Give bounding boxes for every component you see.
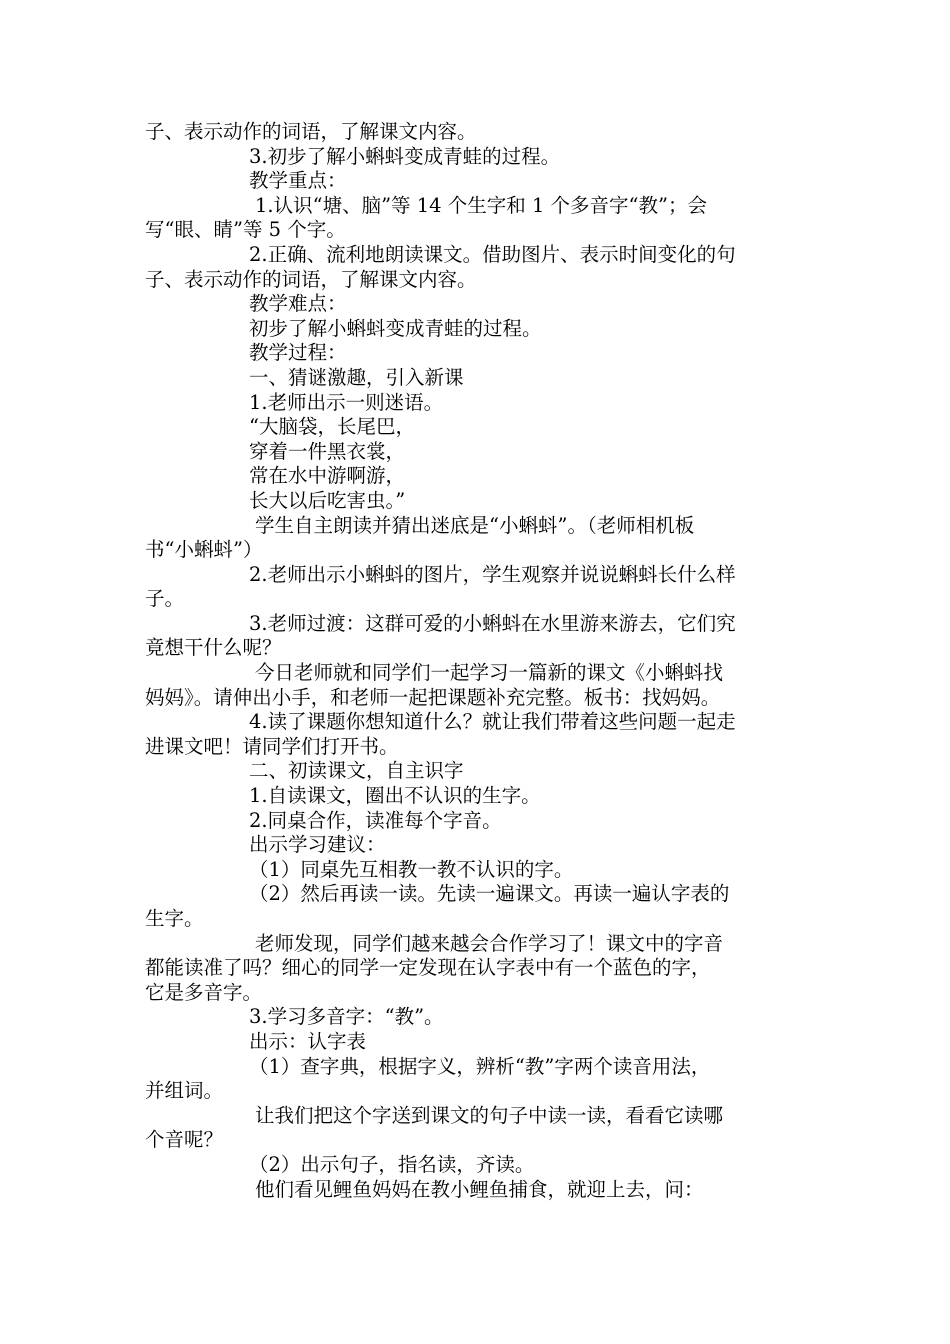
text-line: 初步了解小蝌蚪变成青蛙的过程。 [249,316,542,340]
text-line: （2）出示句子，指名读，齐读。 [249,1152,535,1176]
document-page [145,120,810,1202]
text-line: （2）然后再读一读。先读一遍课文。再读一遍认字表的 [249,882,730,906]
text-line: 老师发现，同学们越来越会合作学习了！课文中的字音 [255,931,724,955]
text-line: 二、初读课文，自主识字 [249,759,464,783]
text-line: 子。 [145,587,185,611]
text-line: 生字。 [145,907,204,930]
text-line: （1）同桌先互相教一教不认识的字。 [249,857,574,881]
text-line: 书“小蝌蚪”） [145,538,263,562]
text-line: 一、猜谜激趣，引入新课 [249,365,464,389]
text-line: 学生自主朗读并猜出迷底是“小蝌蚪”。（老师相机板 [255,513,695,537]
text-line: 1.自读课文，圈出不认识的生字。 [249,784,541,808]
text-line: 今日老师就和同学们一起学习一篇新的课文《小蝌蚪找 [255,661,724,685]
text-line: 出示学习建议： [249,833,386,857]
text-line: 1.认识“塘、脑”等 14 个生字和 1 个多音字“教”；会 [255,193,707,217]
text-line: 穿着一件黑衣裳， [249,439,406,463]
text-line: 2.同桌合作，读准每个字音。 [249,808,502,832]
text-line: 个音呢？ [145,1128,224,1152]
text-line: 子、表示动作的词语，了解课文内容。 [145,120,477,143]
text-line: 进课文吧！请同学们打开书。 [145,734,399,758]
text-line: 1.老师出示一则迷语。 [249,390,444,414]
text-line: 3.初步了解小蝌蚪变成青蛙的过程。 [249,144,561,168]
text-line: 3.老师过渡：这群可爱的小蝌蚪在水里游来游去，它们究 [249,611,736,635]
text-line: 都能读准了吗？细心的同学一定发现在认字表中有一个蓝色的字， [145,956,711,980]
text-line: 长大以后吃害虫。” [249,488,406,512]
text-line: “大脑袋，长尾巴， [249,415,415,439]
text-line: 教学重点： [249,169,347,193]
text-line: 它是多音字。 [145,980,263,1004]
text-line: （1）查字典，根据字义，辨析“教”字两个读音用法， [249,1054,711,1078]
text-line: 常在水中游啊游， [249,464,406,488]
text-line: 2.老师出示小蝌蚪的图片，学生观察并说说蝌蚪长什么样 [249,562,736,586]
text-line: 出示：认字表 [249,1029,367,1053]
text-line: 4.读了课题你想知道什么？就让我们带着这些问题一起走 [249,710,736,734]
text-line: 写“眼、睛”等 5 个字。 [145,218,346,242]
text-line: 3.学习多音字：“教”。 [249,1005,444,1029]
text-line: 妈妈》。请伸出小手，和老师一起把课题补充完整。板书：找妈妈。 [145,685,721,709]
text-line: 让我们把这个字送到课文的句子中读一读，看看它读哪 [255,1103,724,1127]
text-line: 他们看见鲤鱼妈妈在教小鲤鱼捕食，就迎上去，问： [255,1177,704,1201]
text-line: 教学过程： [249,341,347,365]
text-line: 并组词。 [145,1079,224,1103]
text-line: 竟想干什么呢？ [145,636,282,660]
text-line: 子、表示动作的词语，了解课文内容。 [145,267,477,291]
text-line: 教学难点： [249,292,347,316]
text-line: 2.正确、流利地朗读课文。借助图片、表示时间变化的句 [249,242,736,266]
